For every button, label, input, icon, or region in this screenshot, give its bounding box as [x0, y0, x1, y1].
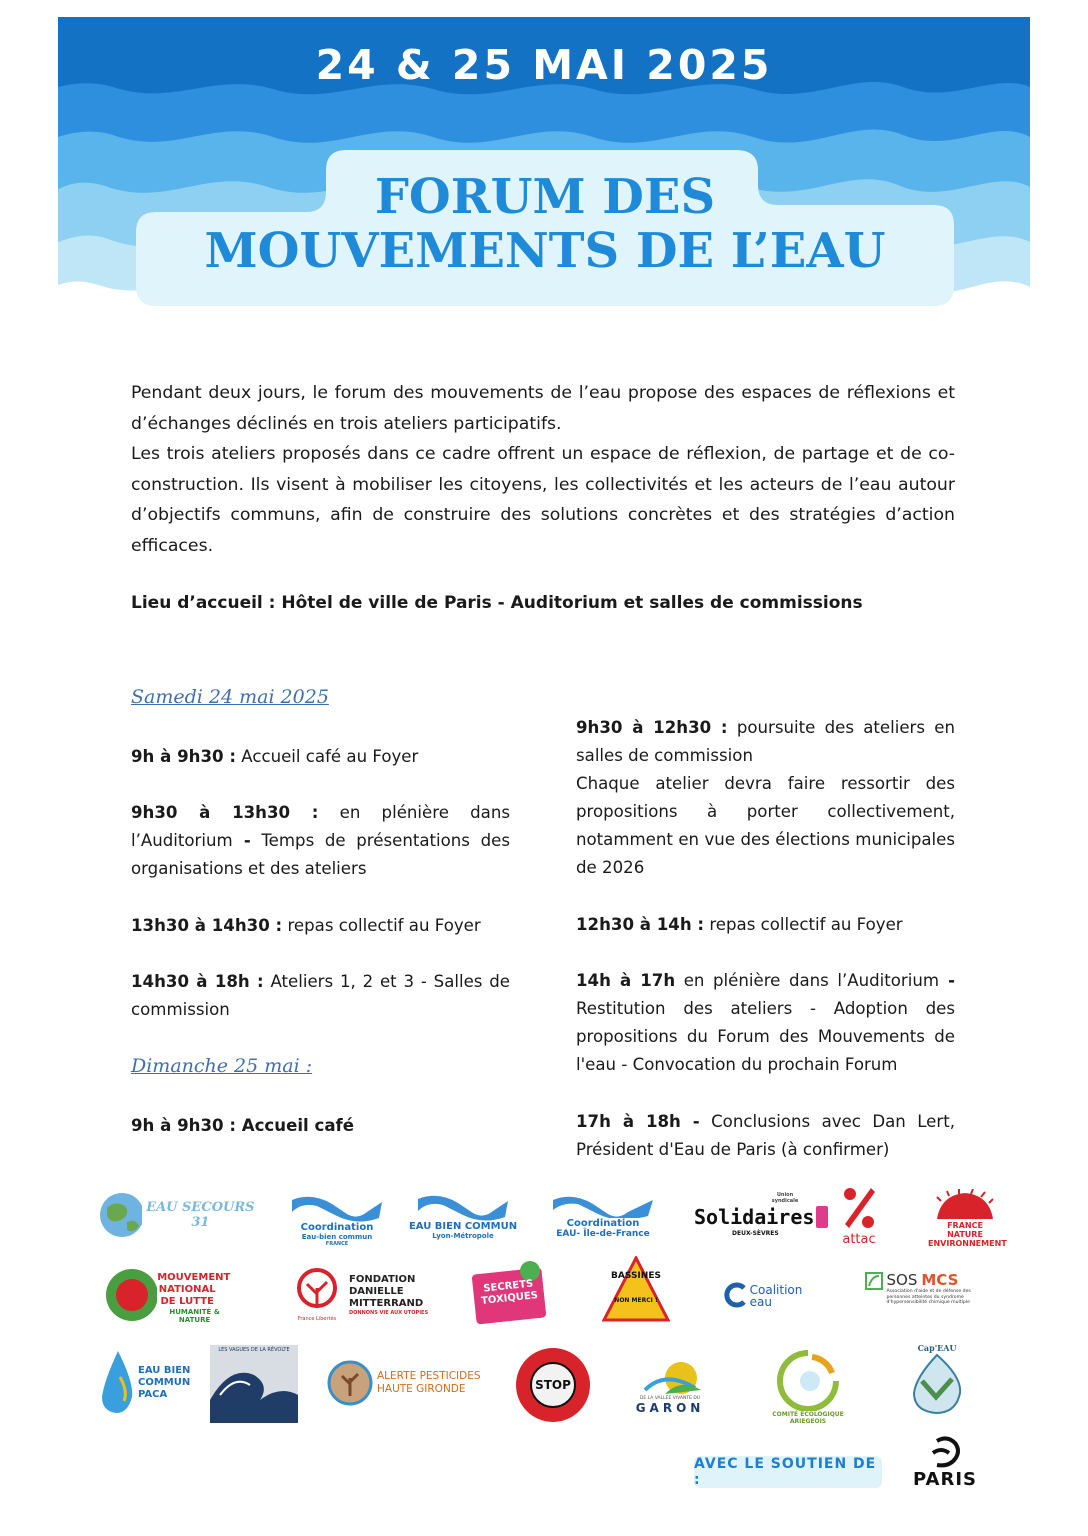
schedule-text: repas collectif au Foyer [282, 916, 481, 935]
saturday-heading: Samedi 24 mai 2025 [131, 686, 329, 708]
logo-text: Coordination [300, 1221, 374, 1233]
earth-icon [104, 1265, 157, 1331]
logo-sos-mcs [862, 1271, 974, 1319]
logo-text: FRANCE NATURE ENVIRONNEMENT [928, 1220, 1007, 1248]
logo-text: LES VAGUES DE LA RÉVOLTE [218, 1347, 290, 1353]
logo-text: EAU SECOURS 31 [146, 1200, 255, 1230]
schedule-note: Chaque atelier devra faire ressortir des propositions à porter collectivement, notamment en vue des élections municipales de 2026 [576, 774, 955, 877]
logo-fondation-danielle-mitterrand [288, 1263, 438, 1327]
schedule-text: poursuite des ateliers en salles de commission [576, 718, 955, 765]
title-line-1: FORUM DES [374, 169, 716, 225]
schedule-time: 14h30 à 18h : [131, 972, 264, 991]
schedule-time: 13h30 à 14h30 : [131, 916, 283, 935]
schedule-time: 14h à 17h [576, 971, 676, 990]
logo-ebc-paca [94, 1347, 198, 1419]
logo-text: Solidaires [694, 1204, 815, 1229]
saturday-item-3 [131, 912, 510, 940]
logo-text: BASSINES [611, 1271, 661, 1281]
logo-alerte-pesticides [326, 1359, 484, 1407]
schedule-text: en plénière dans l’Auditorium [675, 971, 940, 990]
event-date: 24 & 25 MAI 2025 [315, 41, 773, 89]
logo-subtext: Association d'aide et de défense des personnes atteintes du syndrome d'hypersensibilité chimique multiple [886, 1289, 971, 1305]
intro-text [131, 378, 955, 562]
logo-subtext: Lyon-Métropole [432, 1231, 494, 1240]
logo-subtext: eau [749, 1295, 772, 1309]
logo-comite-ecologique-ariegeois [762, 1347, 854, 1425]
logo-text: Cap'EAU [917, 1343, 957, 1353]
logo-france-nature-environnement [926, 1185, 1007, 1251]
logo-text: COMITÉ ÉCOLOGIQUE ARIEGEOIS [772, 1411, 844, 1425]
logo-text: attac [842, 1231, 876, 1247]
intro-paragraph-2: Les trois ateliers proposés dans ce cadre offrent un espace de réflexion, de partage et de co-construction. Ils visent à mobiliser les citoyens, les collectivités et les acteurs de l’eau autour d’objectifs communs, afin de construire des solutions concrètes et des stratégies d’action efficaces. [131, 444, 955, 556]
logo-coordination-ebc [283, 1189, 391, 1249]
logo-coalition-eau [714, 1275, 810, 1315]
schedule-time: 9h à 9h30 : [131, 747, 236, 766]
logo-text: SECRETS TOXIQUES [480, 1278, 539, 1307]
tree-icon [291, 1268, 343, 1316]
logo-coordination-idf [536, 1187, 670, 1243]
logo-cap-eau [902, 1341, 972, 1417]
sunday-item-4 [576, 967, 955, 1079]
logo-subtext-2: FRANCE [325, 1240, 349, 1247]
schedule-text: en plénière dans l’Auditorium [131, 803, 510, 850]
percent-icon [841, 1184, 877, 1232]
fist-icon [814, 1204, 830, 1230]
hedgehog-icon [933, 1189, 997, 1221]
saturday-item-4 [131, 968, 510, 1024]
saturday-item-1 [131, 743, 510, 771]
paris-ship-icon [925, 1435, 965, 1469]
logo-eau-secours-31 [97, 1187, 259, 1243]
logo-subtext: EAU- Île-de-France [556, 1228, 650, 1239]
logo-subtext-top: Union syndicale [771, 1191, 799, 1204]
sunday-item-2 [576, 714, 955, 882]
logo-garon [626, 1355, 714, 1419]
logo-text: STOP [535, 1378, 571, 1392]
schedule-text-continued: Temps de présentations des organisations et des ateliers [131, 831, 510, 878]
wreath-icon [768, 1347, 848, 1411]
logo-subtext: DEUX-SÈVRES [732, 1229, 779, 1237]
water-drop-icon [98, 1347, 138, 1419]
logo-text: PARIS [913, 1468, 977, 1490]
intro-paragraph-1: Pendant deux jours, le forum des mouvements de l’eau propose des espaces de réflexions et d’échanges déclinés en trois ateliers participatifs. [131, 383, 955, 434]
partner-logos [0, 1175, 1088, 1535]
schedule-time: 9h à 9h30 : Accueil café [131, 1116, 354, 1135]
logo-subtext: HUMANITÉ & NATURE [169, 1308, 220, 1324]
logo-text: FONDATION DANIELLE MITTERRAND [349, 1274, 424, 1309]
logo-solidaires [694, 1189, 815, 1239]
logo-bassines-non-merci [602, 1255, 670, 1325]
logo-text: GARON [635, 1400, 705, 1415]
schedule-time: 9h30 à 13h30 : [131, 803, 319, 822]
logo-mnlte [104, 1263, 232, 1333]
logo-text: EAU BIEN COMMUN [408, 1220, 518, 1232]
schedule-time: 12h30 à 14h : [576, 915, 705, 934]
logo-paris [904, 1431, 986, 1493]
logo-vagues-de-la-revolte [210, 1345, 298, 1423]
logo-badge-text: France Libertés [297, 1316, 337, 1322]
logo-secrets-toxiques [468, 1257, 550, 1329]
wave-icon [210, 1345, 298, 1423]
logo-subtext: DE LA VALLÉE VIVANTE DU [639, 1395, 701, 1401]
schedule-text: Ateliers 1, 2 et 3 - Salles de commission [131, 972, 510, 1019]
landscape-icon [635, 1360, 705, 1396]
header-banner [58, 17, 1030, 317]
venue-line: Lieu d’accueil : Hôtel de ville de Paris - Auditorium et salles de commissions [131, 593, 863, 613]
leaf-icon [864, 1271, 884, 1291]
logo-attac [836, 1179, 882, 1251]
schedule-text: Conclusions avec Dan Lert, Président d'Eau de Paris (à confirmer) [576, 1112, 955, 1159]
schedule-text: repas collectif au Foyer [704, 915, 903, 934]
title-box [136, 150, 954, 306]
logo-ebc-lyon [408, 1185, 518, 1245]
logo-subtext: NON MERCI ! [614, 1297, 658, 1304]
schedule-dash: - [939, 971, 956, 990]
logo-text: ALERTE PESTICIDES HAUTE GIRONDE [377, 1370, 481, 1395]
page-title [136, 170, 954, 278]
c-icon [722, 1282, 748, 1308]
hands-icon [413, 1191, 513, 1221]
logo-text-accent: MCS [921, 1271, 959, 1289]
logo-subtext: Eau-bien commun [301, 1232, 373, 1241]
support-badge: AVEC LE SOUTIEN DE : [694, 1456, 882, 1488]
schedule-time: 9h30 à 12h30 : [576, 718, 728, 737]
logo-text: Coalition [749, 1283, 803, 1297]
logo-text: Coordination [566, 1217, 640, 1229]
logo-text: SOS [886, 1271, 918, 1289]
title-line-2: MOUVEMENTS DE L’EAU [204, 223, 886, 279]
hands-icon [287, 1192, 387, 1222]
logo-text: MOUVEMENT NATIONAL DE LUTTE [157, 1272, 231, 1307]
sunday-item-5 [576, 1108, 955, 1164]
hands-icon [548, 1192, 658, 1218]
saturday-item-2 [131, 799, 510, 883]
schedule-text: Accueil café au Foyer [235, 747, 419, 766]
logo-stop-pesticides [512, 1345, 594, 1425]
tree-circle-icon [327, 1360, 373, 1406]
sunday-heading: Dimanche 25 mai : [131, 1055, 313, 1077]
sunday-item-3 [576, 911, 955, 939]
schedule-text-continued: Restitution des ateliers - Adoption des propositions du Forum des Mouvements de l'eau - Convocation du prochain Forum [576, 999, 955, 1074]
logo-text: EAU BIEN COMMUN PACA [138, 1365, 191, 1400]
sunday-item-1 [131, 1112, 510, 1140]
logo-subtext: DONNONS VIE AUX UTOPIES [349, 1310, 429, 1316]
globe-icon [97, 1190, 142, 1240]
schedule-time: 17h à 18h - [576, 1112, 700, 1131]
schedule-dash: - [232, 831, 251, 850]
